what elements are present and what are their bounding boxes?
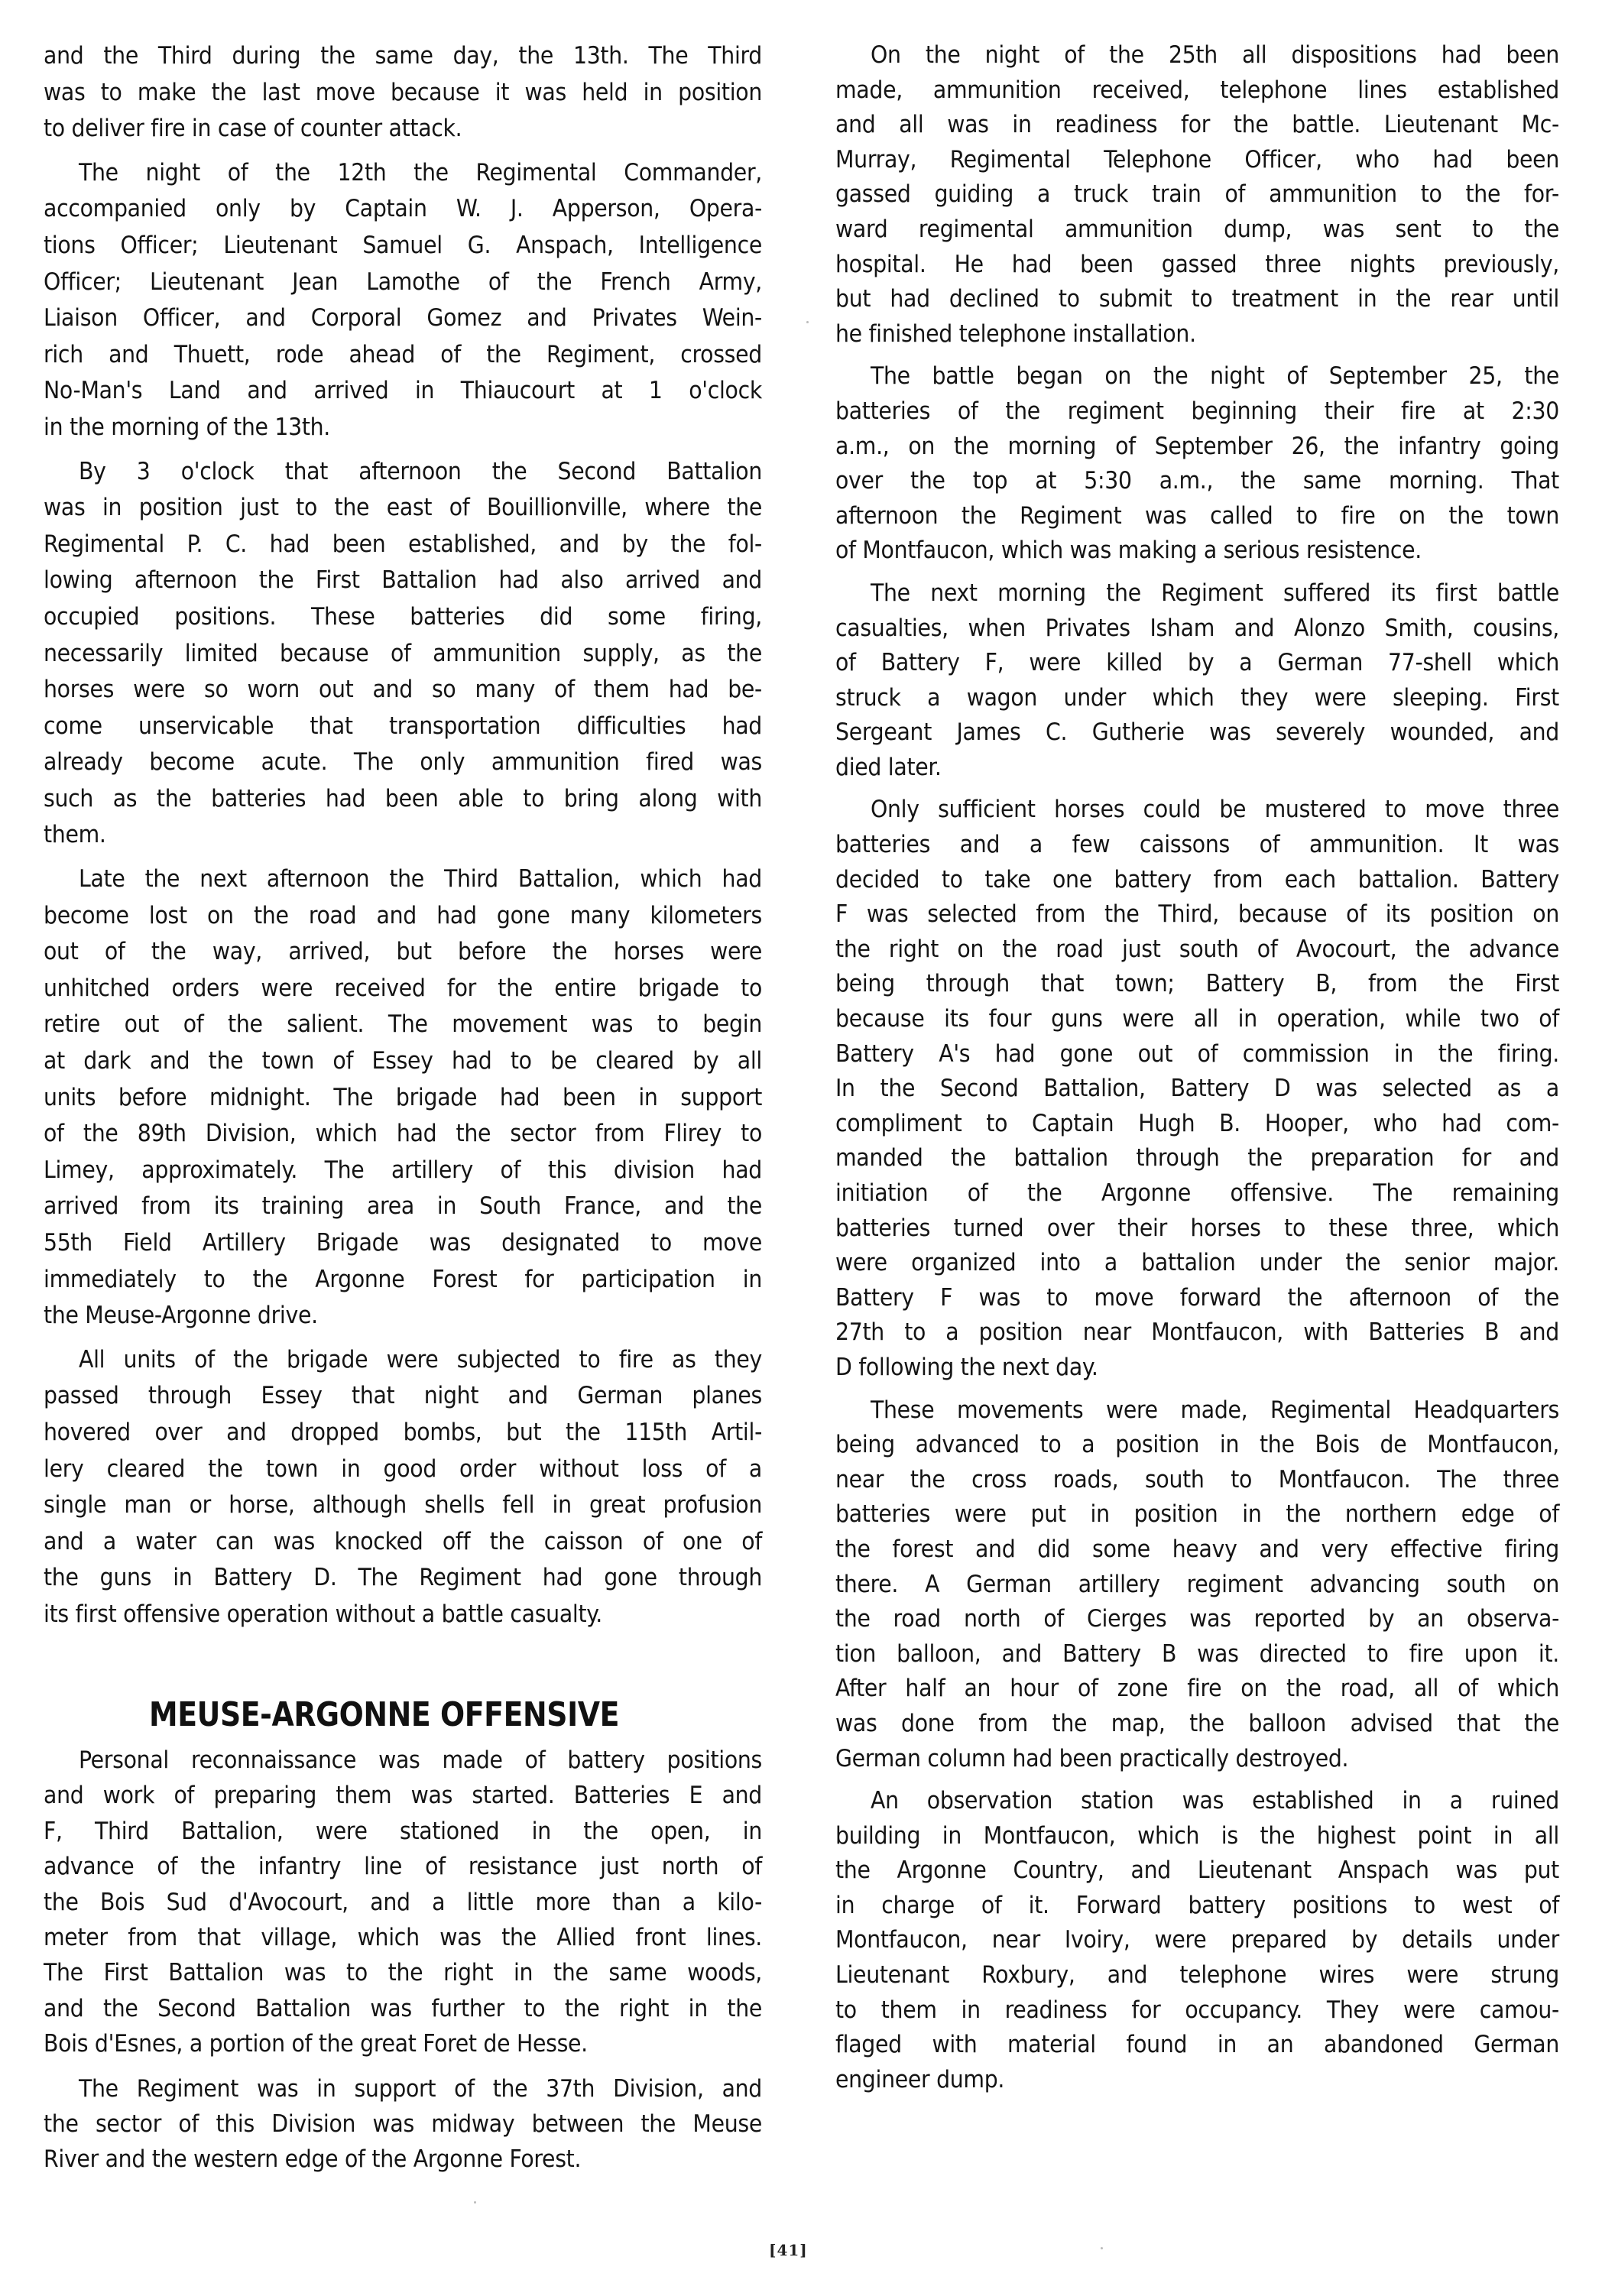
left-column-lower-text (44, 1743, 762, 2178)
text-line: German column had been practically destroyed. (835, 1744, 1349, 1772)
text-line: Sergeant James C. Gutherie was severely wounded, and (835, 718, 1559, 747)
text-line: the right on the road just south of Avocourt, the advance (835, 935, 1559, 963)
paragraph (44, 1342, 762, 1633)
text-line: the guns in Battery D. The Regiment had gone through (44, 1564, 762, 1592)
text-line: was in position just to the east of Bouillionville, where the (44, 494, 762, 522)
text-line: F, Third Battalion, were stationed in the open, in (44, 1817, 762, 1845)
text-line: single man or horse, although shells fell in great profusion (44, 1491, 762, 1519)
text-line: occupied positions. These batteries did some firing, (44, 602, 762, 631)
paragraph (835, 793, 1559, 1385)
text-line: retire out of the salient. The movement was to begin (44, 1010, 762, 1039)
section-heading: MEUSE-ARGONNE OFFENSIVE (149, 1695, 620, 1734)
text-line: were organized into a battalion under the senior major. (835, 1249, 1559, 1277)
text-line: 55th Field Artillery Brigade was designated to move (44, 1229, 762, 1257)
text-line: out of the way, arrived, but before the horses were (44, 938, 762, 966)
text-line: was to make the last move because it was held in position (44, 78, 762, 106)
text-line: was done from the map, the balloon advised that the (835, 1709, 1559, 1737)
text-line: and a water can was knocked off the caisson of one of (44, 1527, 762, 1555)
text-line: being through that town; Battery B, from the First (835, 970, 1559, 998)
text-line: and all was in readiness for the battle. Lieutenant Mc- (835, 111, 1559, 139)
paragraph (44, 1743, 762, 2062)
text-line: passed through Essey that night and German planes (44, 1382, 762, 1410)
text-line: struck a wagon under which they were sleeping. First (835, 683, 1559, 712)
text-line: tions Officer; Lieutenant Samuel G. Anspach, Intelligence (44, 231, 762, 259)
text-line: the forest and did some heavy and very effective firing (835, 1535, 1559, 1563)
text-line: building in Montfaucon, which is the highest point in all (835, 1821, 1559, 1850)
text-line: the sector of this Division was midway between the Meuse (44, 2110, 762, 2138)
text-line: F was selected from the Third, because of its position on (835, 900, 1559, 929)
text-line: necessarily limited because of ammunition supply, as the (44, 639, 762, 667)
text-line: River and the western edge of the Argonne Forest. (44, 2145, 582, 2174)
text-line: but had declined to submit to treatment in the rear until (835, 285, 1559, 313)
text-line: over the top at 5:30 a.m., the same morning. That (835, 467, 1559, 495)
print-speck (474, 2201, 476, 2204)
text-line: hovered over and dropped bombs, but the 115th Artil- (44, 1418, 762, 1446)
text-line: Montfaucon, near Ivoiry, were prepared by details under (835, 1926, 1559, 1954)
text-line: died later. (835, 753, 942, 781)
text-line: being advanced to a position in the Bois de Montfaucon, (835, 1431, 1559, 1459)
paragraph (835, 38, 1559, 352)
text-line: and work of preparing them was started. Batteries E and (44, 1782, 762, 1810)
text-line: the road north of Cierges was reported by an observa- (835, 1605, 1559, 1633)
text-line: near the cross roads, south to Montfaucon. The three (835, 1465, 1559, 1493)
right-column-text (835, 38, 1559, 2097)
text-line: in the morning of the 13th. (44, 413, 331, 441)
text-line: at dark and the town of Essey had to be cleared by all (44, 1047, 762, 1075)
paragraph (835, 359, 1559, 569)
text-line: An observation station was established in a ruined (871, 1787, 1559, 1815)
text-line: become lost on the road and had gone many kilometers (44, 901, 762, 929)
text-line: tion balloon, and Battery B was directed to fire upon it. (835, 1639, 1559, 1668)
text-line: gassed guiding a truck train of ammunition to the for- (835, 180, 1559, 209)
text-line: of Battery F, were killed by a German 77-shell which (835, 649, 1559, 677)
text-line: All units of the brigade were subjected to fire as they (79, 1345, 762, 1373)
text-line: These movements were made, Regimental Headquarters (871, 1396, 1559, 1424)
text-line: manded the battalion through the preparation for and (835, 1144, 1559, 1172)
text-line: afternoon the Regiment was called to fire on the town (835, 501, 1559, 530)
text-line: The next morning the Regiment suffered its first battle (871, 579, 1559, 607)
text-line: In the Second Battalion, Battery D was selected as a (835, 1075, 1559, 1103)
text-line: The night of the 12th the Regimental Commander, (79, 158, 762, 186)
text-line: there. A German artillery regiment advancing south on (835, 1570, 1559, 1598)
text-line: its first offensive operation without a battle casualty. (44, 1600, 602, 1628)
text-line: Officer; Lieutenant Jean Lamothe of the French Army, (44, 268, 762, 296)
paragraph (44, 454, 762, 855)
text-line: to deliver fire in case of counter attack. (44, 115, 462, 143)
text-line: meter from that village, which was the Allied front lines. (44, 1923, 762, 1951)
text-line: Limey, approximately. The artillery of this division had (44, 1156, 762, 1184)
text-line: Regimental P. C. had been established, and by the fol- (44, 530, 762, 558)
text-line: hospital. He had been gassed three nights previously, (835, 250, 1559, 278)
text-line: Liaison Officer, and Corporal Gomez and Privates Wein- (44, 304, 762, 332)
text-line: Battery F was to move forward the afternoon of the (835, 1283, 1559, 1312)
text-line: the Meuse-Argonne drive. (44, 1302, 318, 1330)
text-line: advance of the infantry line of resistance just north of (44, 1853, 762, 1881)
paragraph (44, 155, 762, 446)
paragraph (835, 1393, 1559, 1777)
print-speck (806, 321, 809, 323)
text-line: By 3 o'clock that afternoon the Second Battalion (79, 457, 762, 485)
text-line: arrived from its training area in South France, and the (44, 1192, 762, 1221)
paragraph (835, 1784, 1559, 2097)
text-line: On the night of the 25th all dispositions had been (871, 41, 1559, 69)
text-line: After half an hour of zone fire on the road, all of which (835, 1675, 1559, 1703)
text-line: come unservicable that transportation difficulties had (44, 712, 762, 740)
text-line: unhitched orders were received for the entire brigade to (44, 974, 762, 1002)
text-line: in charge of it. Forward battery positions to west of (835, 1891, 1559, 1919)
text-line: rich and Thuett, rode ahead of the Regiment, crossed (44, 340, 762, 368)
text-line: Murray, Regimental Telephone Officer, who had been (835, 145, 1559, 173)
text-line: accompanied only by Captain W. J. Apperson, Opera- (44, 195, 762, 223)
text-line: batteries were put in position in the northern edge of (835, 1500, 1559, 1529)
text-line: Battery A's had gone out of commission in the firing. (835, 1039, 1559, 1068)
text-line: and the Second Battalion was further to the right in the (44, 1994, 762, 2022)
text-line: batteries of the regiment beginning their fire at 2:30 (835, 397, 1559, 425)
text-line: horses were so worn out and so many of them had be- (44, 676, 762, 704)
text-line: batteries turned over their horses to these three, which (835, 1214, 1559, 1242)
text-line: flaged with material found in an abandoned German (835, 2031, 1559, 2059)
text-line: such as the batteries had been able to bring along with (44, 784, 762, 812)
text-line: No-Man's Land and arrived in Thiaucourt at 1 o'clock (44, 377, 762, 405)
text-line: engineer dump. (835, 2065, 1005, 2093)
text-line: and the Third during the same day, the 13th. The Third (44, 42, 762, 70)
text-line: Lieutenant Roxbury, and telephone wires were strung (835, 1961, 1559, 1990)
text-line: Only sufficient horses could be mustered to move three (871, 796, 1559, 824)
text-line: made, ammunition received, telephone lines established (835, 76, 1559, 104)
text-line: The Regiment was in support of the 37th Division, and (79, 2074, 762, 2103)
paragraph (44, 2071, 762, 2178)
text-line: decided to take one battery from each battalion. Battery (835, 865, 1559, 893)
print-speck (1101, 2247, 1103, 2249)
text-line: of the 89th Division, which had the sector from Flirey to (44, 1120, 762, 1148)
text-line: already become acute. The only ammunition fired was (44, 748, 762, 777)
text-line: The battle began on the night of September 25, the (871, 362, 1559, 391)
left-column-upper-text (44, 38, 762, 1633)
text-line: the Argonne Country, and Lieutenant Anspach was put (835, 1857, 1559, 1885)
text-line: the Bois Sud d'Avocourt, and a little more than a kilo- (44, 1888, 762, 1916)
text-line: of Montfaucon, which was making a serious resistence. (835, 537, 1422, 565)
text-line: ward regimental ammunition dump, was sent to the (835, 215, 1559, 243)
text-line: initiation of the Argonne offensive. The remaining (835, 1179, 1559, 1207)
text-line: D following the next day. (835, 1353, 1098, 1381)
text-line: casualties, when Privates Isham and Alonzo Smith, cousins, (835, 614, 1559, 642)
text-line: batteries and a few caissons of ammunition. It was (835, 831, 1559, 859)
text-line: Late the next afternoon the Third Battalion, which had (79, 865, 762, 893)
page-number: [41] (769, 2241, 808, 2259)
text-line: them. (44, 821, 106, 849)
text-line: lowing afternoon the First Battalion had also arrived and (44, 566, 762, 595)
text-line: he finished telephone installation. (835, 319, 1196, 348)
paragraph (835, 576, 1559, 786)
paragraph (44, 861, 762, 1334)
text-line: Bois d'Esnes, a portion of the great Foret de Hesse. (44, 2030, 588, 2058)
text-line: immediately to the Argonne Forest for participation in (44, 1265, 762, 1293)
text-line: units before midnight. The brigade had been in support (44, 1083, 762, 1111)
paragraph (44, 38, 762, 148)
text-line: 27th to a position near Montfaucon, with Batteries B and (835, 1318, 1559, 1347)
text-line: Personal reconnaissance was made of battery positions (79, 1746, 762, 1774)
text-line: a.m., on the morning of September 26, the infantry going (835, 432, 1559, 460)
text-line: to them in readiness for occupancy. They were camou- (835, 1996, 1559, 2024)
text-line: lery cleared the town in good order without loss of a (44, 1454, 762, 1483)
text-line: compliment to Captain Hugh B. Hooper, who had com- (835, 1109, 1559, 1137)
text-line: The First Battalion was to the right in the same woods, (44, 1959, 762, 1987)
text-line: because its four guns were all in operation, while two of (835, 1005, 1559, 1033)
